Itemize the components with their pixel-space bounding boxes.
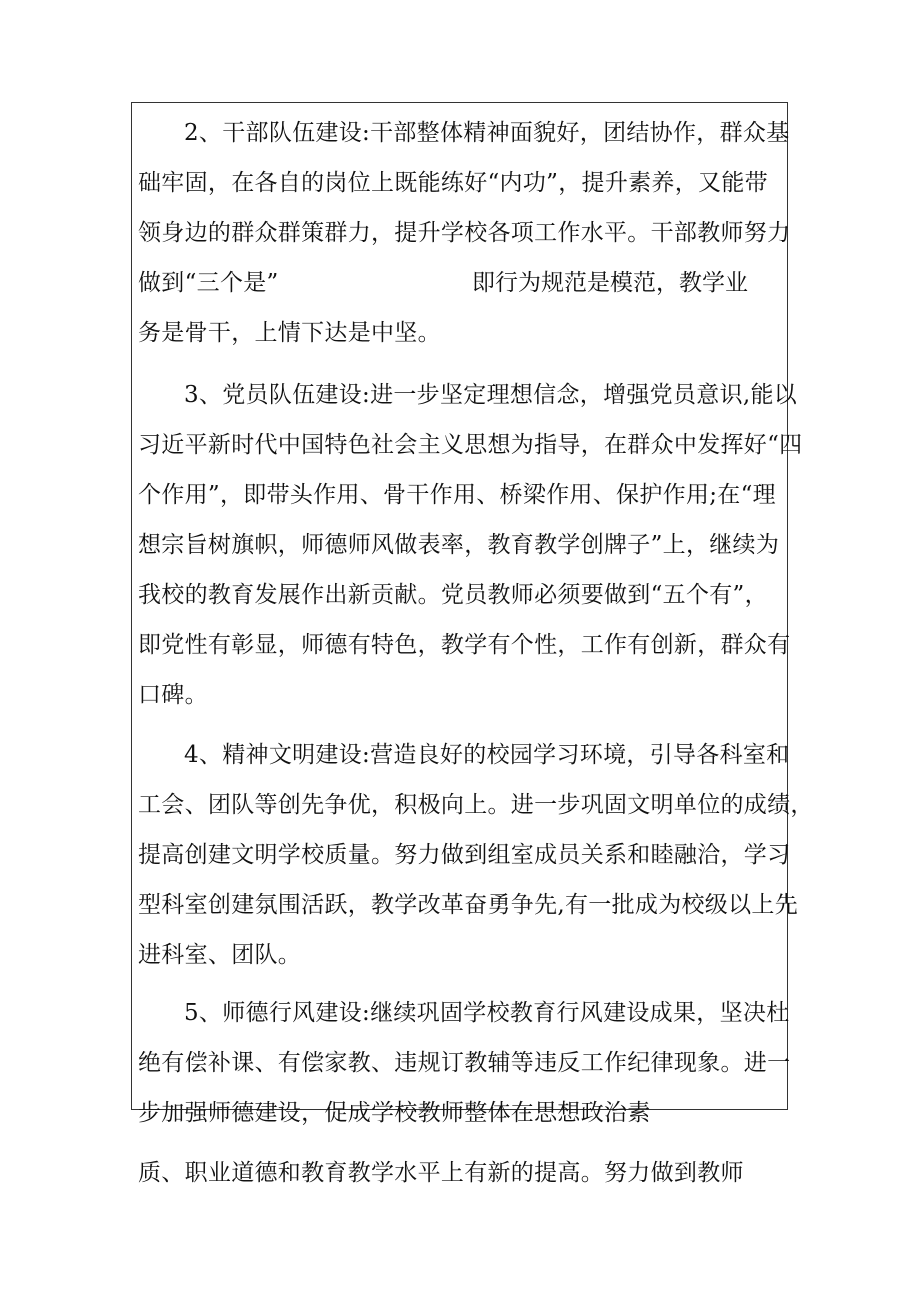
section5-line2: 绝有偿补课、有偿家教、违规订教辅等违反工作纪律现象。进一 (138, 1050, 791, 1076)
section4-line4: 型科室创建氛围活跃，教学改革奋勇争先,有一批成为校级以上先 (138, 892, 799, 918)
section3-line4: 想宗旨树旗帜，师德师风做表率，教育教学创牌子”上，继续为 (138, 532, 780, 558)
section4-line3: 提高创建文明学校质量。努力做到组室成员关系和睦融洽，学习 (138, 842, 791, 868)
section2-line5: 务是骨干，上情下达是中坚。 (138, 320, 441, 346)
section2-line4a: 做到“三个是” (138, 270, 279, 296)
section3-line1: 3、党员队伍建设:进一步坚定理想信念，增强党员意识,能以 (184, 382, 798, 408)
section3-line2: 习近平新时代中国特色社会主义思想为指导，在群众中发挥好“四 (138, 432, 803, 458)
section5-line4: 质、职业道德和教育教学水平上有新的提高。努力做到教师 (138, 1160, 744, 1186)
section4-line2: 工会、团队等创先争优，积极向上。进一步巩固文明单位的成绩， (138, 792, 814, 818)
section3-line7: 口碑。 (138, 682, 208, 708)
section2-line3: 领身边的群众群策群力，提升学校各项工作水平。干部教师努力 (138, 220, 791, 246)
section3-line3: 个作用”，即带头作用、骨干作用、桥梁作用、保护作用;在“理 (138, 482, 776, 508)
section3-line6: 即党性有彰显，师德有特色，教学有个性，工作有创新，群众有 (138, 632, 791, 658)
section3-line5: 我校的教育发展作出新贡献。党员教师必须要做到“五个有”， (138, 582, 768, 608)
section5-line3: 步加强师德建设，促成学校教师整体在思想政治素 (138, 1100, 651, 1126)
section4-line1: 4、精神文明建设:营造良好的校园学习环境，引导各科室和 (184, 742, 790, 768)
section4-line5: 进科室、团队。 (138, 942, 302, 968)
section2-line4b: 即行为规范是模范，教学业 (472, 270, 748, 296)
section5-line1: 5、师德行风建设:继续巩固学校教育行风建设成果，坚决杜 (184, 1000, 790, 1026)
section2-line1: 2、干部队伍建设:干部整体精神面貌好，团结协作，群众基 (184, 120, 790, 146)
section2-line2: 础牢固，在各自的岗位上既能练好“内功”，提升素养，又能带 (138, 170, 768, 196)
